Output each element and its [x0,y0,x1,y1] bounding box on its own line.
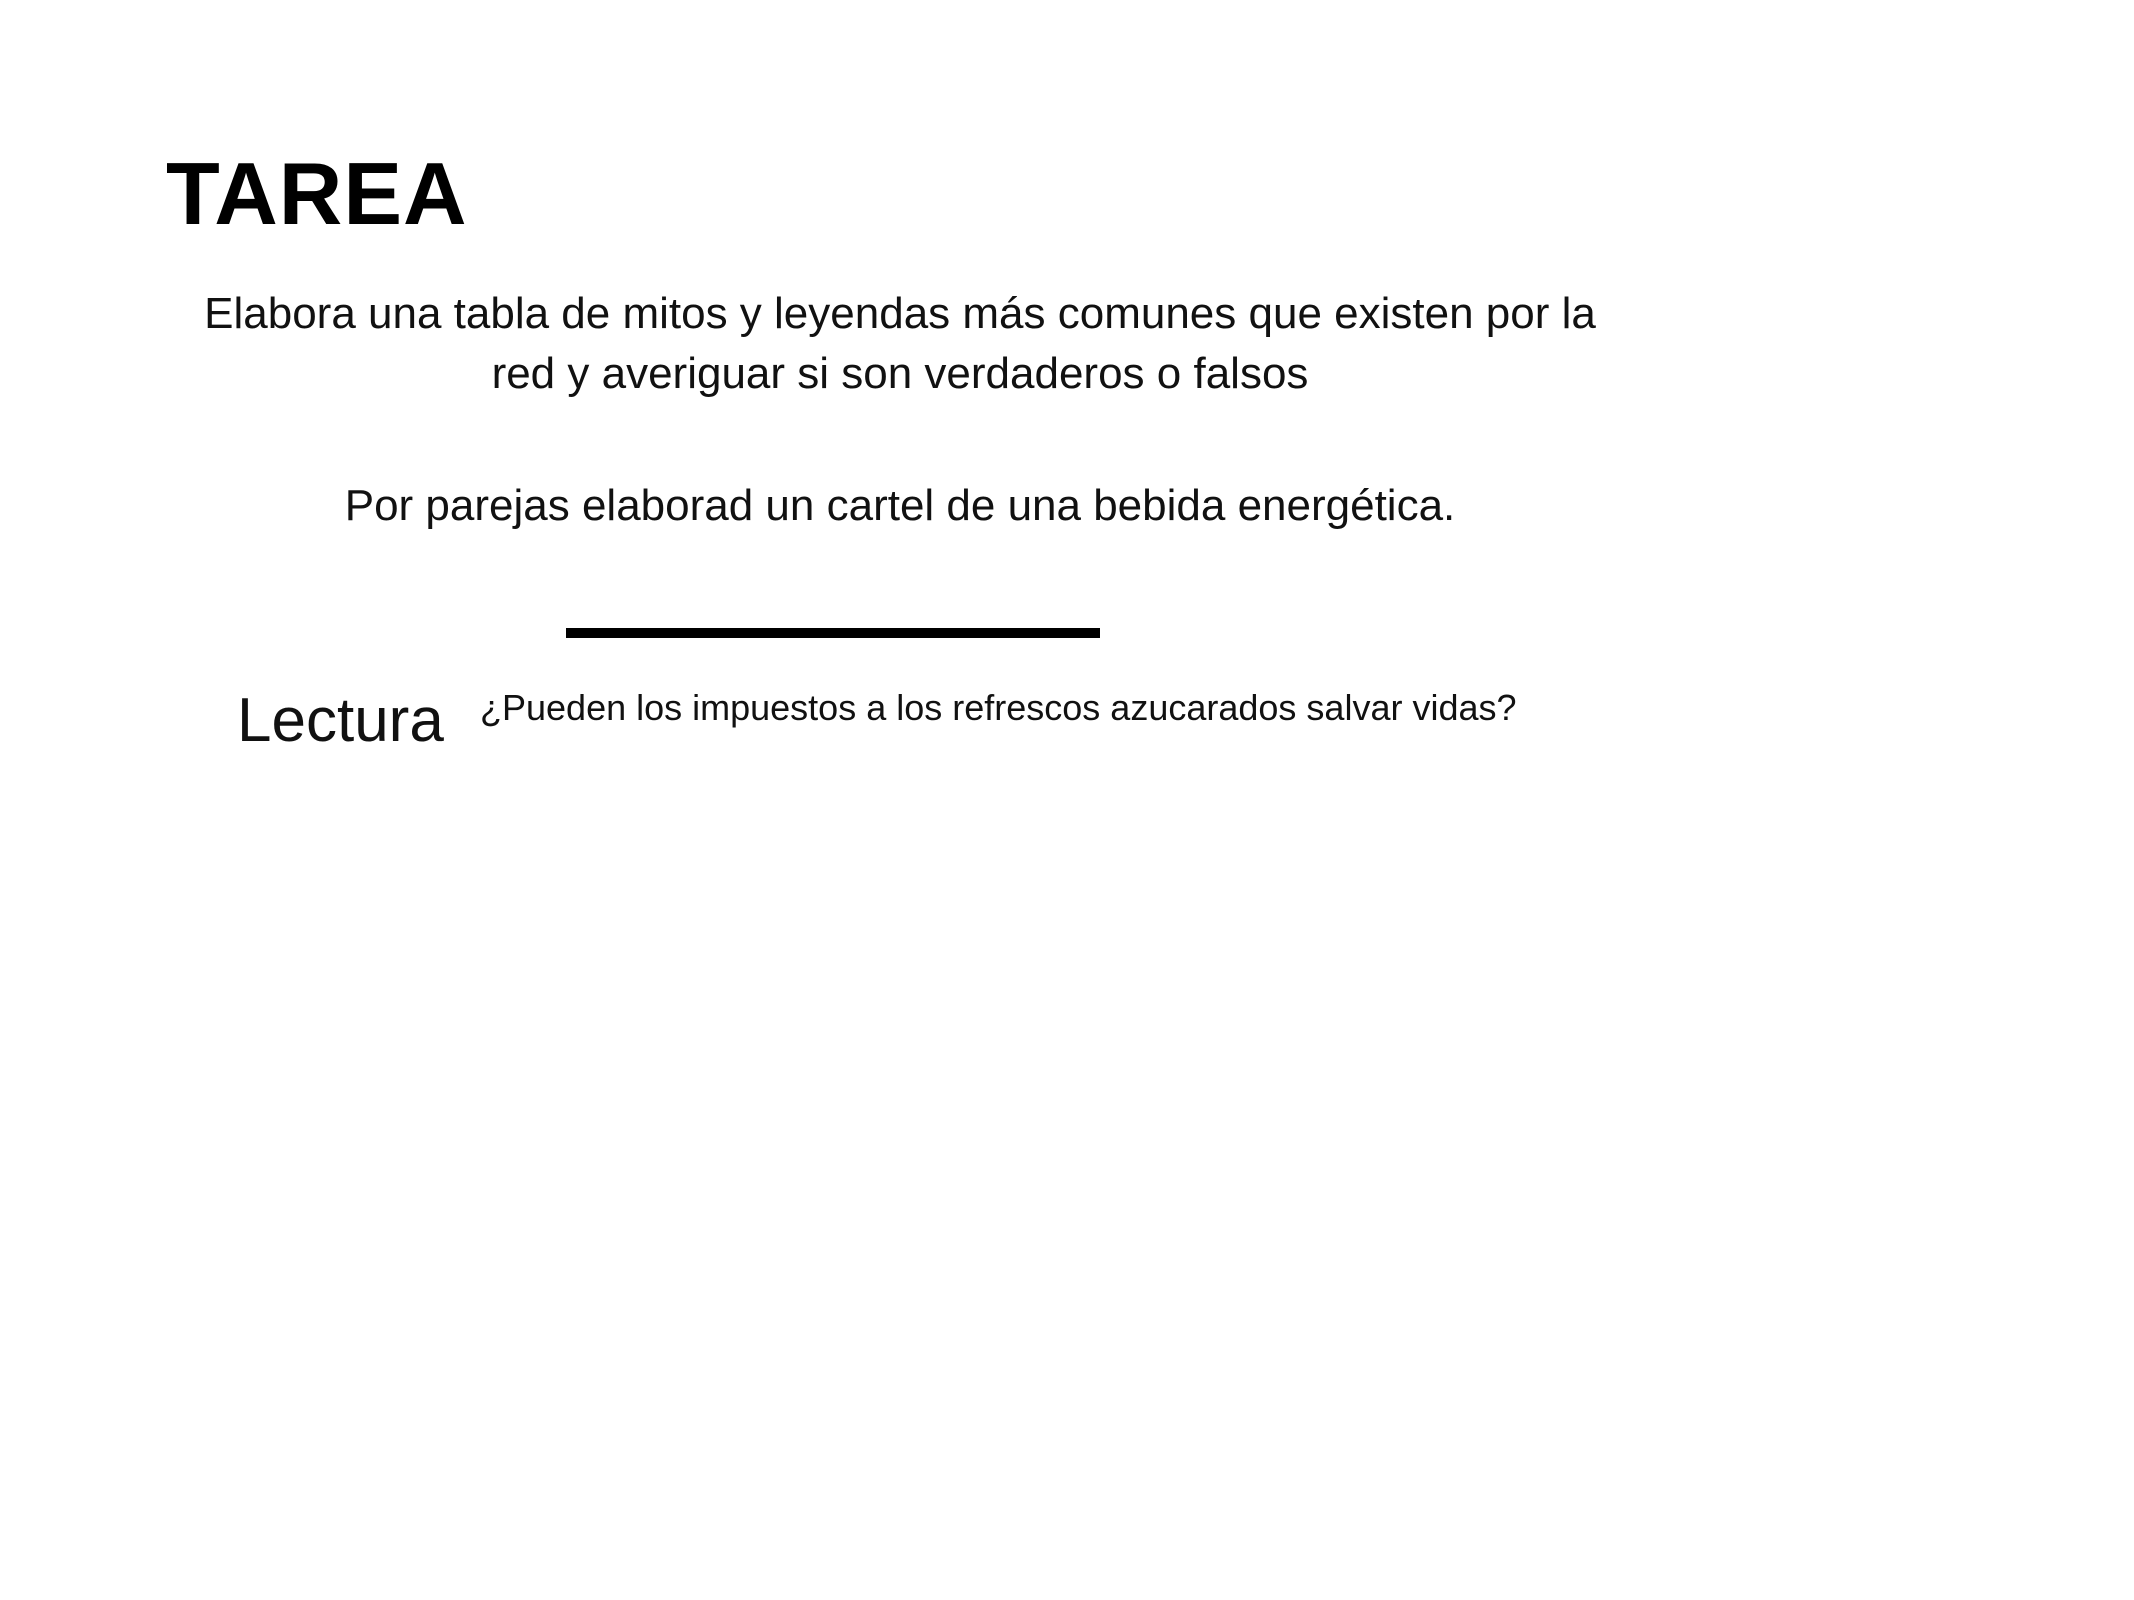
reading-title: ¿Pueden los impuestos a los refrescos azucarados salvar vidas? [480,687,1517,728]
section-divider [566,628,1100,638]
reading-label: Lectura [237,686,444,755]
page-title: TAREA [166,144,468,243]
instruction-text-2: Por parejas elaborad un cartel de una bebida energética. [344,481,1456,530]
instruction-text-1: Elabora una tabla de mitos y leyendas más comunes que existen por la red y averiguar si son verdaderos o falsos [204,289,1596,398]
